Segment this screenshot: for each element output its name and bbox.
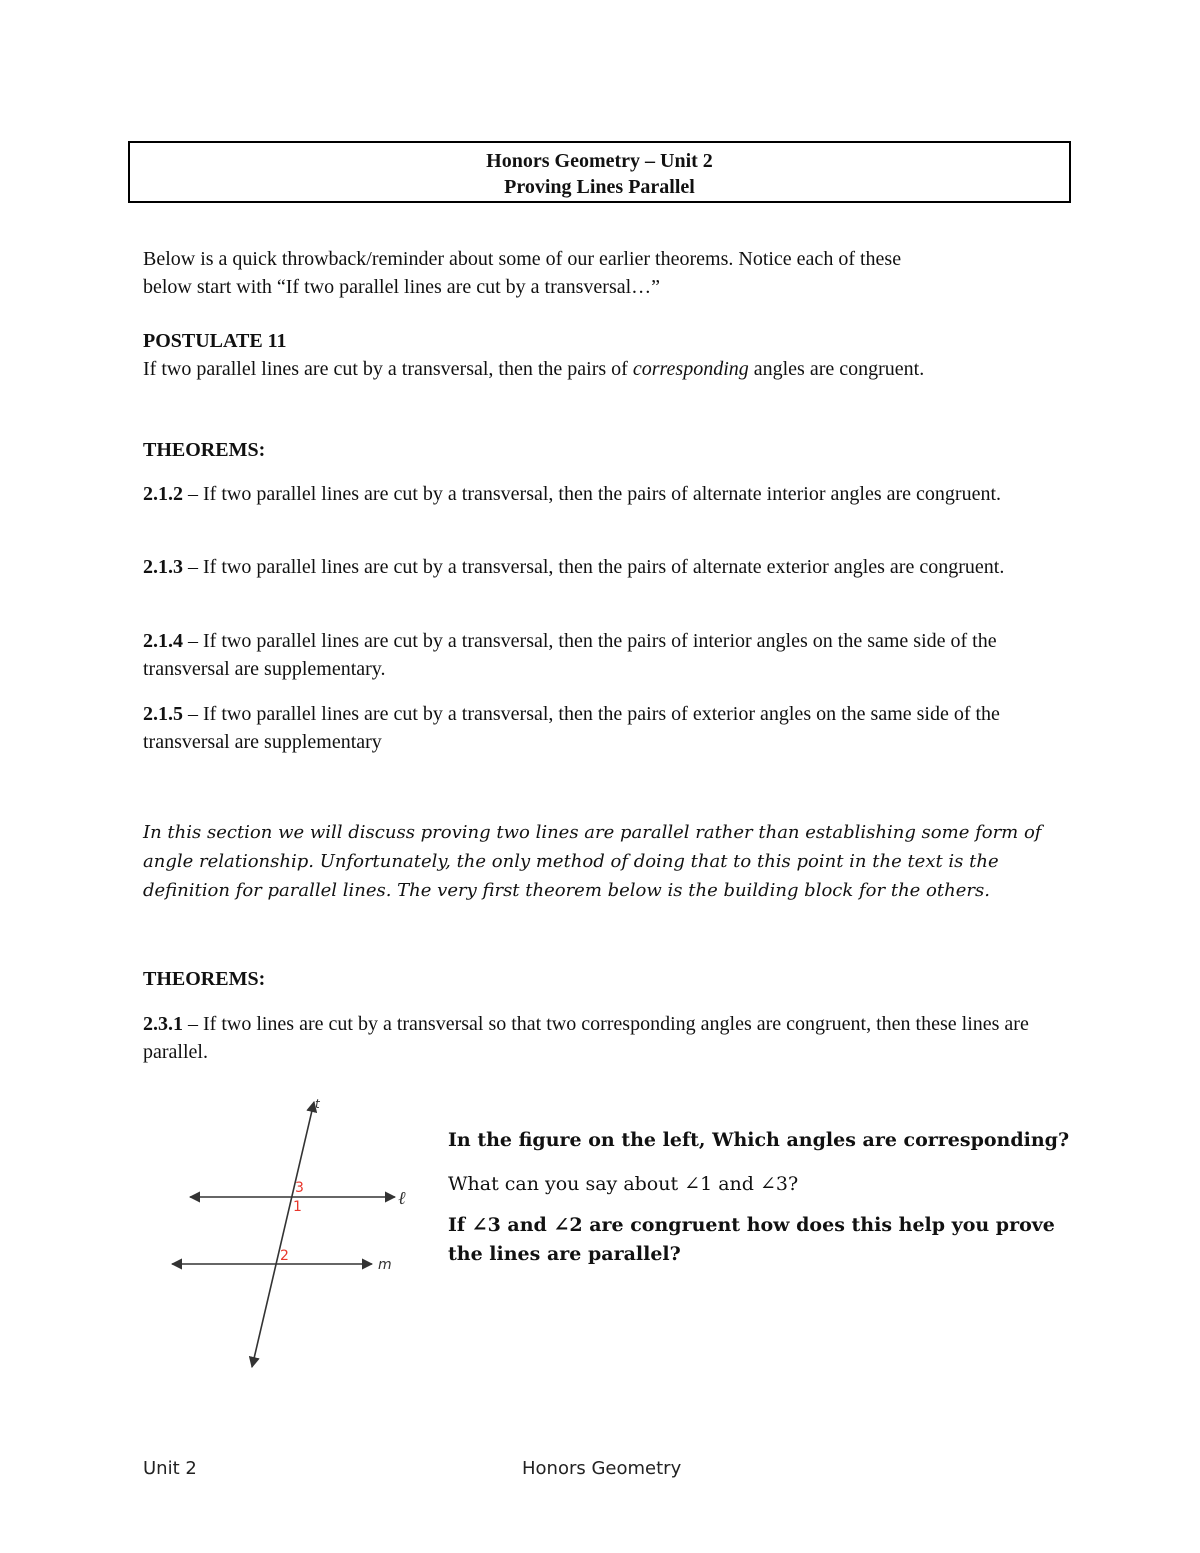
question-2: What can you say about ∠1 and ∠3? bbox=[448, 1173, 799, 1195]
theorem-2-1-2 bbox=[143, 480, 1063, 508]
postulate-text-b: angles are congruent. bbox=[748, 358, 925, 380]
label-l: ℓ bbox=[398, 1188, 406, 1209]
intro-line-2: below start with “If two parallel lines are cut by a transversal…” bbox=[143, 276, 661, 298]
label-t: t bbox=[315, 1097, 320, 1111]
footer-left: Unit 2 bbox=[143, 1458, 197, 1479]
theorem-number: 2.1.3 bbox=[143, 556, 183, 578]
intro-line-1: Below is a quick throwback/reminder about some of our earlier theorems. Notice each of these bbox=[143, 248, 902, 270]
theorem-text: – If two lines are cut by a transversal so that two corresponding angles are congruent, then these lines are parallel. bbox=[143, 1013, 1029, 1063]
angle-label-1: 1 bbox=[293, 1199, 302, 1215]
theorem-number: 2.3.1 bbox=[143, 1013, 183, 1035]
theorem-text: – If two parallel lines are cut by a transversal, then the pairs of alternate exterior angles are congruent. bbox=[183, 556, 1005, 578]
theorems-heading-1: THEOREMS: bbox=[143, 439, 266, 461]
theorem-2-1-3 bbox=[143, 553, 1063, 581]
postulate-text bbox=[143, 355, 1063, 383]
theorem-text: – If two parallel lines are cut by a transversal, then the pairs of alternate interior angles are congruent. bbox=[183, 483, 1001, 505]
angle-label-3: 3 bbox=[295, 1180, 304, 1196]
question-3: If ∠3 and ∠2 are congruent how does this help you prove the lines are parallel? bbox=[448, 1214, 1055, 1265]
transversal-figure bbox=[160, 1090, 420, 1380]
postulate-emphasis: corresponding bbox=[632, 358, 749, 380]
questions-block bbox=[448, 1127, 1078, 1269]
page-subtitle: Proving Lines Parallel bbox=[504, 176, 695, 198]
title-box bbox=[128, 141, 1071, 203]
theorem-2-1-5 bbox=[143, 700, 1063, 756]
section-note: In this section we will discuss proving two lines are parallel rather than establishing some form of angle relationship. Unfortunately, the only method of doing that to this point in the text is the definition for parallel lines. The very first theorem below is the building block for the others. bbox=[143, 822, 1042, 901]
theorem-2-3-1 bbox=[143, 1010, 1063, 1066]
theorems-heading-2: THEOREMS: bbox=[143, 968, 266, 990]
theorem-number: 2.1.4 bbox=[143, 630, 183, 652]
label-m: m bbox=[378, 1257, 392, 1273]
theorem-2-1-4 bbox=[143, 627, 1063, 683]
page-title: Honors Geometry – Unit 2 bbox=[486, 150, 713, 172]
angle-label-2: 2 bbox=[280, 1248, 289, 1264]
postulate-text-a: If two parallel lines are cut by a transversal, then the pairs of bbox=[143, 358, 633, 380]
theorem-number: 2.1.2 bbox=[143, 483, 183, 505]
theorem-text: – If two parallel lines are cut by a transversal, then the pairs of exterior angles on the same side of the transversal are supplementary bbox=[143, 703, 1000, 753]
postulate-heading: POSTULATE 11 bbox=[143, 330, 287, 352]
question-1: In the figure on the left, Which angles are corresponding? bbox=[448, 1129, 1070, 1151]
transversal-t bbox=[252, 1102, 314, 1367]
theorem-text: – If two parallel lines are cut by a transversal, then the pairs of interior angles on the same side of the transversal are supplementary. bbox=[143, 630, 997, 680]
footer-center: Honors Geometry bbox=[522, 1458, 682, 1479]
intro-paragraph bbox=[143, 245, 1063, 301]
theorem-number: 2.1.5 bbox=[143, 703, 183, 725]
